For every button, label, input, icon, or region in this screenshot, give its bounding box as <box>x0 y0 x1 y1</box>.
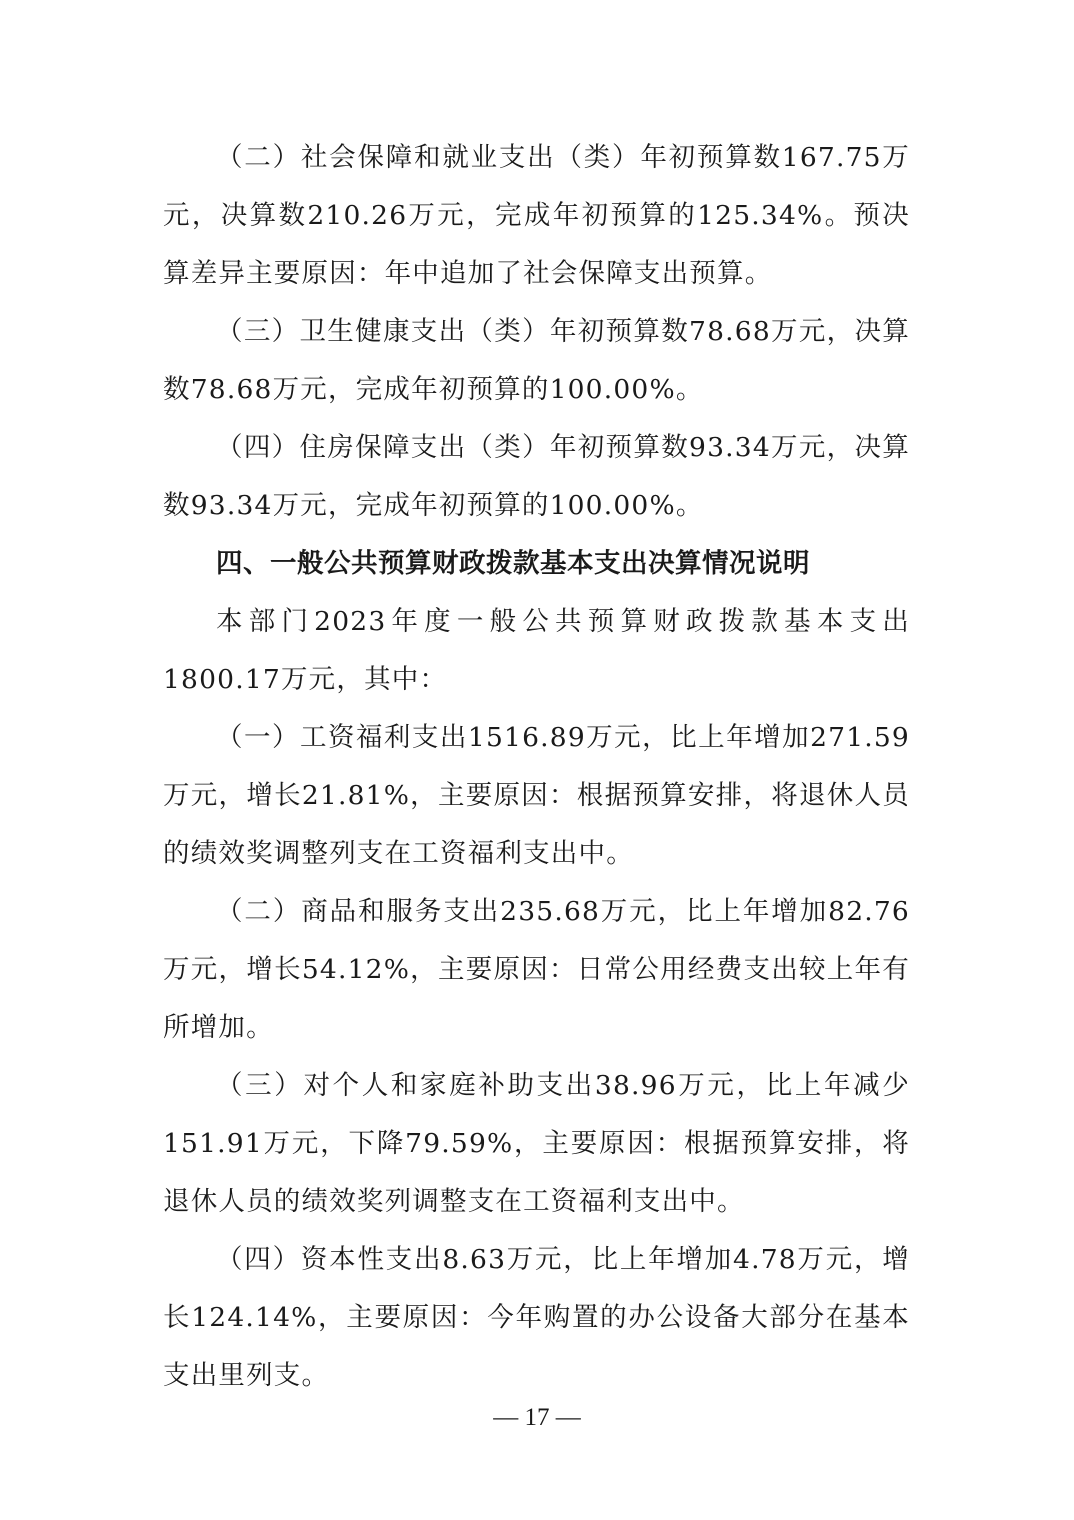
section-heading: 四、一般公共预算财政拨款基本支出决算情况说明 <box>216 548 810 579</box>
paragraph-wages-welfare: （一）工资福利支出1516.89万元，比上年增加271.59万元，增长21.81%，主要原因：根据预算安排，将退休人员的绩效奖调整列支在工资福利支出中。 <box>163 722 910 869</box>
page-number: — 17 — <box>493 1404 581 1431</box>
document-body <box>163 129 910 1405</box>
paragraph-household-subsidy: （三）对个人和家庭补助支出38.96万元，比上年减少151.91万元，下降79.59%，主要原因：根据预算安排，将退休人员的绩效奖列调整支在工资福利支出中。 <box>163 1070 910 1217</box>
paragraph-capital-expenditure: （四）资本性支出8.63万元，比上年增加4.78万元，增长124.14%，主要原因：今年购置的办公设备大部分在基本支出里列支。 <box>163 1244 910 1391</box>
paragraph-health: （三）卫生健康支出（类）年初预算数78.68万元，决算数78.68万元，完成年初预算的100.00%。 <box>163 316 910 405</box>
paragraph-goods-services: （二）商品和服务支出235.68万元，比上年增加82.76万元，增长54.12%，主要原因：日常公用经费支出较上年有所增加。 <box>163 896 910 1043</box>
paragraph-basic-expenditure-intro: 本部门2023年度一般公共预算财政拨款基本支出1800.17万元，其中： <box>163 606 910 695</box>
paragraph-social-security: （二）社会保障和就业支出（类）年初预算数167.75万元，决算数210.26万元，完成年初预算的125.34%。预决算差异主要原因：年中追加了社会保障支出预算。 <box>163 142 910 289</box>
paragraph-housing: （四）住房保障支出（类）年初预算数93.34万元，决算数93.34万元，完成年初预算的100.00%。 <box>163 432 910 521</box>
